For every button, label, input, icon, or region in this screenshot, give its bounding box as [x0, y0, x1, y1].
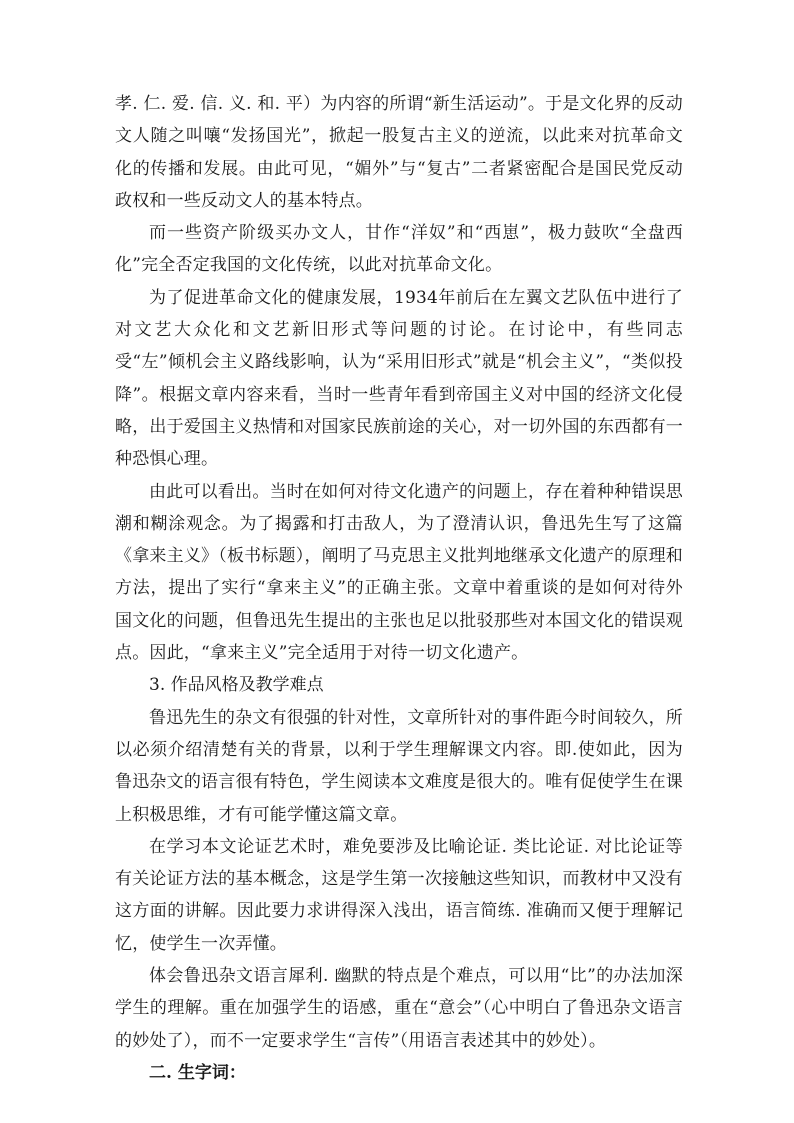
paragraph-cultural-heritage: 由此可以看出。当时在如何对待文化遗产的问题上，存在着种种错误思潮和糊涂观念。为了揭露和打击敌人，为了澄清认识，鲁迅先生写了这篇《拿来主义》（板书标题），阐明了马克思主义批判地继承文化遗产的原理和方法，提出了实行“拿来主义”的正确主张。文章中着重谈的是如何对待外国文化的问题，但鲁迅先生提出的主张也足以批驳那些对本国文化的错误观点。因此，“拿来主义”完全适用于对待一切文化遗产。: [115, 481, 683, 664]
paragraph-style-background: 鲁迅先生的杂文有很强的针对性，文章所针对的事件距今时间较久，所以必须介绍清楚有关的背景，以利于学生理解课文内容。即.使如此，因为鲁迅杂文的语言很有特色，学生阅读本文难度是很大的。唯有促使学生在课上积极思维，才有可能学懂这篇文章。: [115, 707, 683, 825]
paragraph-1934-discussion: 为了促进革命文化的健康发展，1934年前后在左翼文艺队伍中进行了对文艺大众化和文艺新旧形式等问题的讨论。在讨论中，有些同志受“左”倾机会主义路线影响，认为“采用旧形式”就是“机会主义”，“类似投降”。根据文章内容来看，当时一些青年看到帝国主义对中国的经济文化侵略，出于爱国主义热情和对国家民族前途的关心，对一切外国的东西都有一种恐惧心理。: [115, 287, 683, 470]
paragraph-comprador-literati: 而一些资产阶级买办文人，甘作“洋奴”和“西崽”，极力鼓吹“全盘西化”完全否定我国的文化传统，以此对抗革命文化。: [115, 223, 683, 276]
section-3-heading: 3. 作品风格及教学难点: [149, 675, 324, 696]
paragraph-language-style: 体会鲁迅杂文语言犀利. 幽默的特点是个难点，可以用“比”的办法加深学生的理解。重在加强学生的语感，重在“意会”（心中明白了鲁迅杂文语言的妙处了），而不一定要求学生“言传”（用语言表述其中的妙处）。: [115, 966, 683, 1051]
paragraph-new-life-movement: 孝. 仁. 爱. 信. 义. 和. 平）为内容的所谓“新生活运动”。于是文化界的反动文人随之叫嚷“发扬国光”，掀起一股复古主义的逆流，以此来对抗革命文化的传播和发展。由此可见，“媚外”与“复古”二者紧密配合是国民党反动政权和一些反动文人的基本特点。: [115, 94, 683, 211]
document-page: [115, 88, 683, 1089]
paragraph-argument-methods: 在学习本文论证艺术时，难免要涉及比喻论证. 类比论证. 对比论证等有关论证方法的基本概念，这是学生第一次接触这些知识，而教材中又没有这方面的讲解。因此要力求讲得深入浅出，语言简练. 准确而又便于理解记忆，使学生一次弄懂。: [115, 836, 683, 954]
section-2-heading: 二. 生字词：: [149, 1062, 246, 1083]
